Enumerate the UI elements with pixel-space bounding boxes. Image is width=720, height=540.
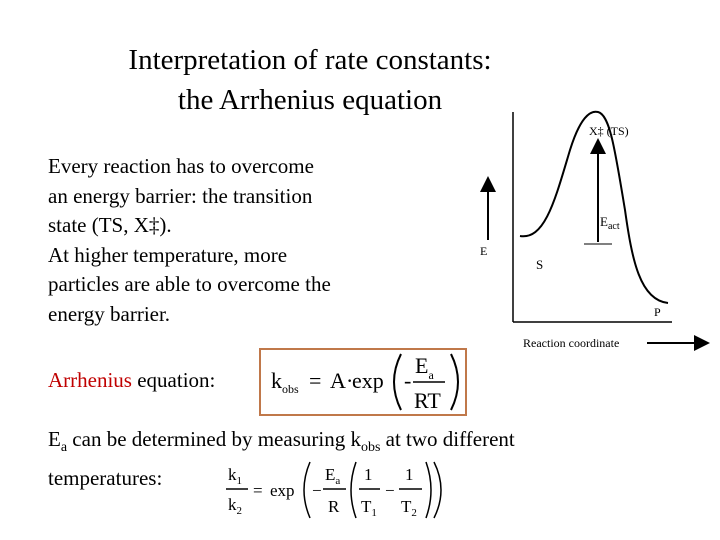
svg-text:k2: $k_2$ <box>228 495 242 517</box>
svg-text:−: − <box>312 481 322 500</box>
explanation-line-1: Every reaction has to overcome <box>48 154 314 178</box>
arrhenius-equation <box>259 348 467 416</box>
explanation-line-4: At higher temperature, more <box>48 242 288 267</box>
svg-text:=: = <box>309 368 322 393</box>
svg-text:R: R <box>328 497 340 516</box>
transition-state-label: X‡ (TS) <box>589 124 629 138</box>
svg-text:A: A <box>330 368 346 393</box>
explanation-line-2: an energy barrier: the transition <box>48 183 313 208</box>
svg-text:Ea: $E_a$ <box>325 465 341 487</box>
svg-text:1: 1 <box>364 465 373 484</box>
arrhenius-label <box>48 368 215 393</box>
substrate-label: S <box>536 257 544 272</box>
explanation-line-5: particles are able to overcome the <box>48 272 331 296</box>
reaction-coordinate-label: Reaction coordinate <box>523 336 620 350</box>
ea-measurement-line-2: temperatures: <box>48 466 163 491</box>
svg-text:kobs: $k_{obs}$ <box>271 368 299 396</box>
title-line-2: the Arrhenius equation <box>177 84 443 116</box>
energy-curve <box>520 112 668 303</box>
svg-text:T1: $T_1$ <box>361 497 377 519</box>
activation-energy-label: $E_{act}$ <box>600 214 620 232</box>
energy-axis-label: E <box>480 244 488 258</box>
title-line-1: Interpretation of rate constants: <box>128 44 492 76</box>
svg-text:exp: exp <box>270 481 295 500</box>
svg-text:=: = <box>253 481 263 500</box>
svg-text:-: - <box>404 368 412 393</box>
svg-text:k1: $k_1$ <box>228 465 242 487</box>
svg-text:−: − <box>385 481 395 500</box>
explanation-line-3: state (TS, X‡). <box>48 213 172 237</box>
svg-text:1: 1 <box>405 465 414 484</box>
product-label: P <box>654 305 661 319</box>
svg-text:·: · <box>346 368 354 393</box>
arrhenius-word: Arrhenius <box>48 368 132 392</box>
svg-text:T2: $T_2$ <box>401 497 417 519</box>
equation-word: equation: <box>131 368 216 392</box>
ea-measurement-line-1: $E_a$ can be determined by measuring $k_{obs}$ at two different <box>48 427 515 456</box>
svg-text:Ea: $E_a$ <box>415 353 434 382</box>
svg-text:exp: exp <box>352 368 384 393</box>
explanation-line-6: energy barrier. <box>48 301 171 326</box>
svg-text:RT: RT <box>414 388 441 413</box>
two-temperature-equation <box>222 456 452 522</box>
